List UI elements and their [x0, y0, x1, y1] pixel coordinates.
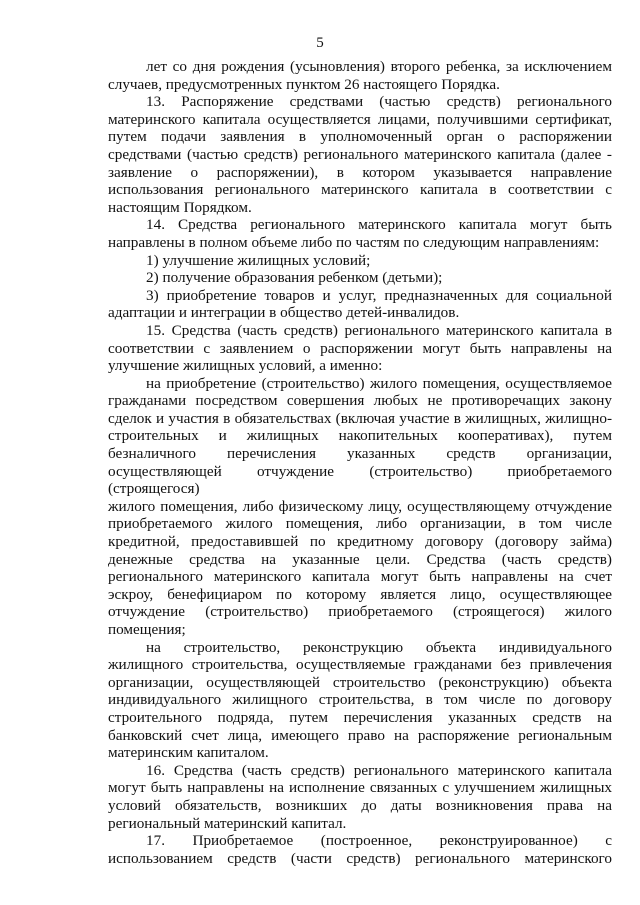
paragraph	[108, 216, 612, 251]
text-line: строительных и жилищных накопительных кооперативах), путем	[108, 427, 612, 445]
text-line: средствами (частью средств) регионального материнского капитала (далее -	[108, 145, 612, 163]
document-body	[108, 58, 612, 867]
paragraph	[108, 322, 612, 375]
text-line: эскроу, бенефициаром по которому является лицо, осуществляющее	[108, 585, 612, 603]
text-line: на приобретение (строительство) жилого помещения, осуществляемое	[146, 374, 612, 392]
text-line: лет со дня рождения (усыновления) второго ребенка, за исключением	[146, 58, 612, 75]
paragraph	[108, 252, 612, 270]
text-line: банковский счет лица, имеющего право на распоряжение региональным	[108, 726, 612, 744]
text-line: соответствии с заявлением о распоряжении могут быть направлены на	[108, 339, 612, 357]
text-line: индивидуального жилищного строительства, в том числе по договору	[108, 691, 612, 709]
paragraph	[108, 832, 612, 867]
text-line: жилищного строительства, осуществляемые гражданами без привлечения	[108, 656, 612, 674]
paragraph	[108, 58, 612, 93]
text-line: материнским капиталом.	[108, 744, 269, 762]
text-line: строительного подряда, путем перечисления указанных средств на	[108, 708, 612, 726]
text-line: безналичного перечисления указанных средств организации,	[108, 445, 612, 463]
text-line: 13. Распоряжение средствами (частью средств) регионального	[146, 93, 612, 111]
paragraph	[108, 762, 612, 832]
text-line: на строительство, реконструкцию объекта индивидуального	[146, 638, 612, 656]
text-line: отчуждение (строительство) приобретаемого (строящегося) жилого	[108, 603, 612, 621]
text-line: 3) приобретение товаров и услуг, предназначенных для социальной	[146, 286, 612, 304]
text-line: денежные средства на указанные цели. Средства (часть средств)	[108, 550, 612, 568]
text-line: условий обязательств, возникших до даты возникновения права на	[108, 796, 612, 814]
text-line: использованием средств (части средств) регионального материнского	[108, 849, 612, 867]
text-line: жилого помещения, либо физическому лицу, осуществляющему отчуждение	[108, 497, 612, 515]
paragraph	[108, 375, 612, 639]
text-line: организации, осуществляющей строительство (реконструкцию) объекта	[108, 673, 612, 691]
paragraph	[108, 269, 612, 287]
text-line: помещения;	[108, 621, 186, 638]
page-number: 5	[316, 35, 324, 51]
text-line: направлены в полном объеме либо по частям по следующим направлениям:	[108, 233, 600, 251]
text-line: адаптации и интеграции в общество детей-инвалидов.	[108, 304, 460, 322]
text-line: региональный материнский капитал.	[108, 814, 347, 832]
text-line: улучшение жилищных условий, а именно:	[108, 357, 383, 375]
text-line: кредитной, предоставившей по кредитному договору (договору займа)	[108, 533, 612, 551]
text-line: настоящим Порядком.	[108, 198, 252, 216]
text-line: случаев, предусмотренных пунктом 26 настоящего Порядка.	[108, 75, 500, 93]
text-line: заявление о распоряжении), в котором указывается направление	[108, 163, 612, 181]
paragraph	[108, 639, 612, 762]
text-line: 2) получение образования ребенком (детьми);	[146, 269, 443, 287]
text-line: использования регионального материнского капитала в соответствии с	[108, 181, 612, 199]
paragraph	[108, 93, 612, 216]
text-line: гражданами посредством совершения любых не противоречащих закону	[108, 392, 612, 410]
text-line: 16. Средства (часть средств) регионального материнского капитала	[146, 761, 612, 779]
text-line: приобретаемого жилого помещения, либо организации, в том числе	[108, 515, 612, 533]
text-line: 15. Средства (часть средств) регионального материнского капитала в	[146, 321, 612, 339]
text-line: 17. Приобретаемое (построенное, реконструированное) с	[146, 832, 612, 850]
text-line: 1) улучшение жилищных условий;	[146, 251, 371, 269]
text-line: регионального материнского капитала могут быть направлены на счет	[108, 568, 612, 586]
text-line: 14. Средства регионального материнского капитала могут быть	[146, 216, 612, 234]
text-line: могут быть направлены на исполнение связанных с улучшением жилищных	[108, 779, 612, 797]
text-line: путем подачи заявления в уполномоченный орган о распоряжении	[108, 128, 612, 146]
text-line: сделок и участия в обязательствах (включая участие в жилищных, жилищно-	[108, 409, 612, 427]
paragraph	[108, 287, 612, 322]
text-line: материнского капитала осуществляется лицами, получившими сертификат,	[108, 110, 612, 128]
text-line: осуществляющей отчуждение (строительство) приобретаемого (строящегося)	[108, 462, 612, 498]
